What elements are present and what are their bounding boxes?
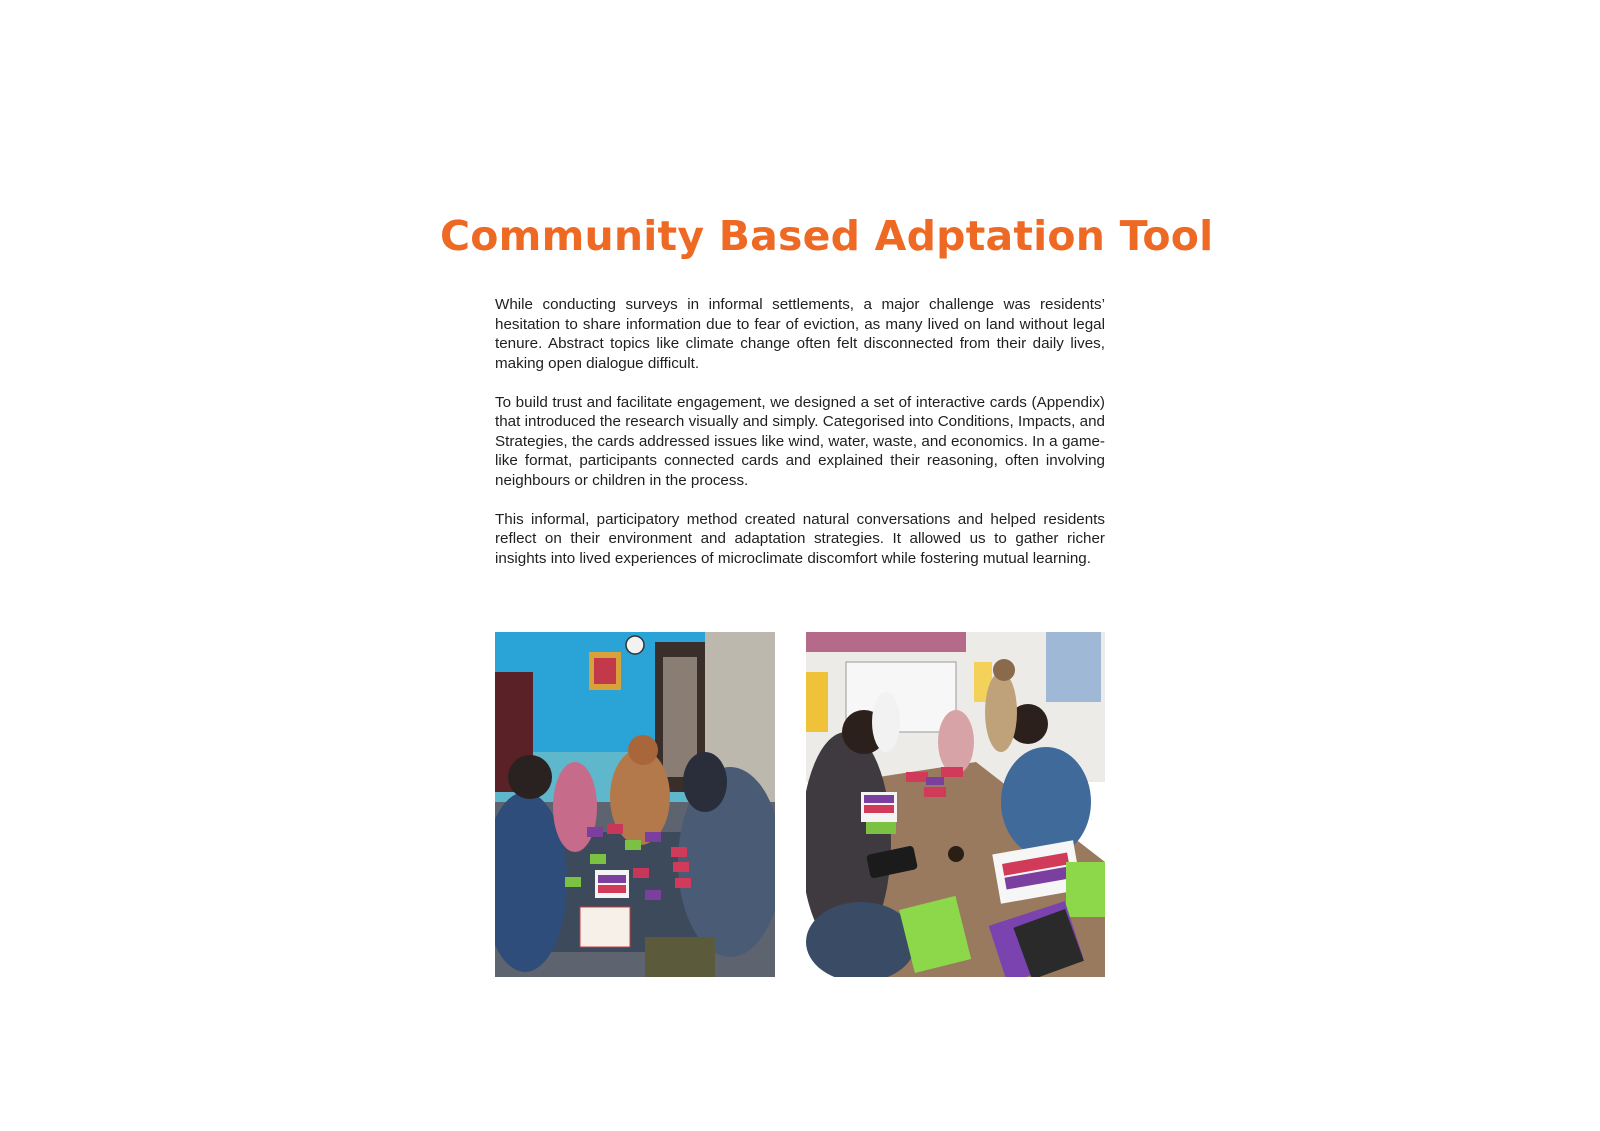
paragraph-2: To build trust and facilitate engagement, we designed a set of interactive cards (Appendix) that introduced the research visually and simply. Categorised into Conditions, Impacts, and Strategies, the cards addressed issues like wind, water, waste, and economics. In a game-like format, participants connected cards and explained their reasoning, often involving neighbours or children in the process. xyxy=(495,393,1105,489)
photo-table-card-game xyxy=(806,632,1105,977)
paragraph-1: While conducting surveys in informal settlements, a major challenge was residents’ hesitation to share information due to fear of eviction, as many lived on land without legal tenure. Abstract topics like climate change often felt disconnected from their daily lives, making open dialogue difficult. xyxy=(495,296,1105,372)
page-title: Community Based Adptation Tool xyxy=(440,212,1214,260)
photo-floor-card-game xyxy=(495,632,775,977)
body-text xyxy=(495,295,1105,588)
paragraph-3: This informal, participatory method created natural conversations and helped residents reflect on their environment and adaptation strategies. It allowed us to gather richer insights into lived experiences of microclimate discomfort while fostering mutual learning. xyxy=(495,510,1105,567)
